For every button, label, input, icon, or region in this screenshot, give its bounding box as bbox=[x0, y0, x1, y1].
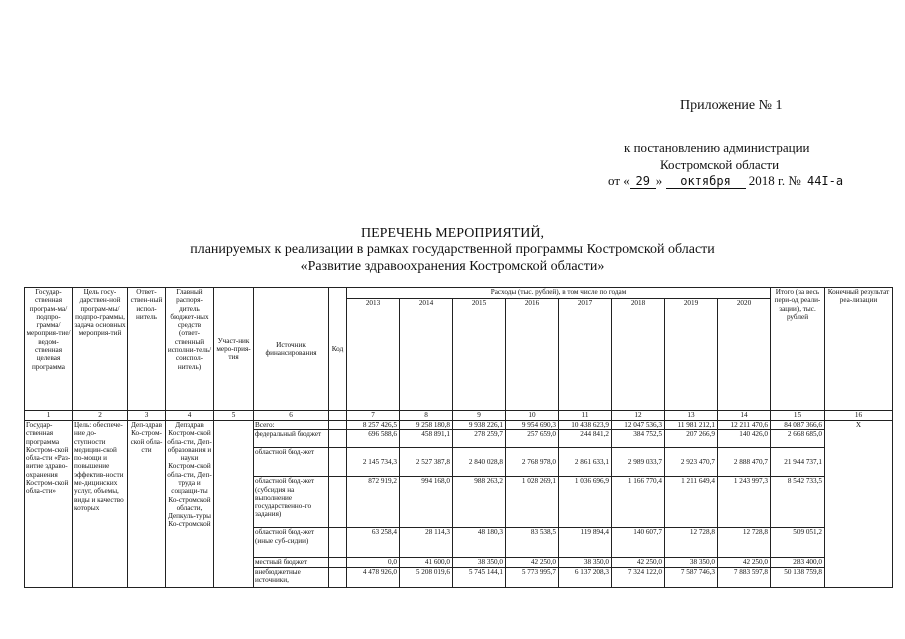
source-cell: федеральный бюджет bbox=[254, 430, 329, 448]
value-cell: 257 659,0 bbox=[506, 430, 559, 448]
value-cell: 4 478 926,0 bbox=[347, 567, 400, 587]
header-year: 2017 bbox=[559, 299, 612, 411]
value-cell: 8 257 426,5 bbox=[347, 421, 400, 430]
value-cell: 12 728,8 bbox=[665, 528, 718, 558]
value-cell: 10 438 623,9 bbox=[559, 421, 612, 430]
program-cell: Государ-ственная программа Костром-ской обла-сти «Раз-витие здраво-охранения Костром-ской обла-сти» bbox=[25, 421, 73, 588]
source-cell: Всего: bbox=[254, 421, 329, 430]
value-cell: 244 841,2 bbox=[559, 430, 612, 448]
value-cell: 7 587 746,3 bbox=[665, 567, 718, 587]
header-total: Итого (за весь пери-од реали-зации), тыс. рублей bbox=[771, 288, 825, 411]
value-cell: 2 145 734,3 bbox=[347, 448, 400, 477]
value-cell: 9 258 180,8 bbox=[400, 421, 453, 430]
result-cell: X bbox=[825, 421, 893, 588]
value-cell: 41 600,0 bbox=[400, 558, 453, 567]
header-goal: Цель госу-дарствен-ной програм-мы/ подпро-граммы, задача основных мероприя-тий bbox=[73, 288, 128, 411]
total-cell: 84 087 366,6 bbox=[771, 421, 825, 430]
source-cell: областной бюд-жет bbox=[254, 448, 329, 477]
date-day: 29 bbox=[630, 174, 656, 189]
value-cell: 2 989 033,7 bbox=[612, 448, 665, 477]
column-number: 12 bbox=[612, 411, 665, 421]
value-cell: 119 894,4 bbox=[559, 528, 612, 558]
value-cell: 2 527 387,8 bbox=[400, 448, 453, 477]
column-number: 16 bbox=[825, 411, 893, 421]
date-month: октября bbox=[666, 174, 746, 189]
total-cell: 283 400,0 bbox=[771, 558, 825, 567]
column-number: 4 bbox=[166, 411, 214, 421]
value-cell: 28 114,3 bbox=[400, 528, 453, 558]
value-cell: 2 923 470,7 bbox=[665, 448, 718, 477]
value-cell: 7 324 122,0 bbox=[612, 567, 665, 587]
document-title: ПЕРЕЧЕНЬ МЕРОПРИЯТИЙ, bbox=[361, 226, 544, 241]
code-cell bbox=[329, 448, 347, 477]
value-cell: 2 861 633,1 bbox=[559, 448, 612, 477]
executor-cell: Деп-здрав Ко-стром-ской обла-сти bbox=[128, 421, 166, 588]
header-manager: Главный распоря-дитель бюджет-ных средств (ответ-ственный исполни-тель/ соиспол-нитель) bbox=[166, 288, 214, 411]
value-cell: 63 258,4 bbox=[347, 528, 400, 558]
code-cell bbox=[329, 567, 347, 587]
goal-cell: Цель: обеспече-ние до-ступности медицин-ской по-мощи и повышение эффектив-ности ме-дицинских услуг, объемы, виды и качество которых bbox=[73, 421, 128, 588]
total-cell: 8 542 733,5 bbox=[771, 477, 825, 528]
header-year: 2014 bbox=[400, 299, 453, 411]
resolution-number: 44I-a bbox=[806, 174, 844, 188]
header-expenses: Расходы (тыс. рублей), в том числе по годам bbox=[347, 288, 771, 299]
header-year: 2013 bbox=[347, 299, 400, 411]
total-cell: 50 138 759,8 bbox=[771, 567, 825, 587]
header-participant: Участ-ник меро-прия-тия bbox=[214, 288, 254, 411]
header-year: 2018 bbox=[612, 299, 665, 411]
column-number-row bbox=[25, 411, 893, 421]
column-number: 2 bbox=[73, 411, 128, 421]
value-cell: 1 166 770,4 bbox=[612, 477, 665, 528]
value-cell: 38 350,0 bbox=[453, 558, 506, 567]
value-cell: 696 588,6 bbox=[347, 430, 400, 448]
value-cell: 42 250,0 bbox=[506, 558, 559, 567]
appendix-label: Приложение № 1 bbox=[680, 98, 783, 113]
value-cell: 207 266,9 bbox=[665, 430, 718, 448]
value-cell: 458 891,1 bbox=[400, 430, 453, 448]
value-cell: 5 208 019,6 bbox=[400, 567, 453, 587]
code-cell bbox=[329, 430, 347, 448]
column-number: 14 bbox=[718, 411, 771, 421]
column-number: 7 bbox=[347, 411, 400, 421]
resolution-line-1: к постановлению администрации bbox=[624, 140, 810, 155]
column-number: 10 bbox=[506, 411, 559, 421]
source-cell: местный бюджет bbox=[254, 558, 329, 567]
value-cell: 1 028 269,1 bbox=[506, 477, 559, 528]
value-cell: 1 036 696,9 bbox=[559, 477, 612, 528]
document-subtitle: планируемых к реализации в рамках государственной программы Костромской области bbox=[190, 242, 715, 257]
code-cell bbox=[329, 528, 347, 558]
column-number: 15 bbox=[771, 411, 825, 421]
value-cell: 83 538,5 bbox=[506, 528, 559, 558]
total-cell: 21 944 737,1 bbox=[771, 448, 825, 477]
date-prefix: от « bbox=[608, 173, 630, 188]
value-cell: 9 954 690,3 bbox=[506, 421, 559, 430]
value-cell: 42 250,0 bbox=[612, 558, 665, 567]
value-cell: 384 752,5 bbox=[612, 430, 665, 448]
value-cell: 9 938 226,1 bbox=[453, 421, 506, 430]
manager-cell: Депздрав Костром-ской обла-сти, Деп-образования и науки Костром-ской обла-сти, Деп-труда и соцзащи-ты Ко-стромской области, Депкуль-туры Ко-стромской bbox=[166, 421, 214, 588]
value-cell: 11 981 212,1 bbox=[665, 421, 718, 430]
value-cell: 988 263,2 bbox=[453, 477, 506, 528]
value-cell: 140 426,0 bbox=[718, 430, 771, 448]
column-number: 3 bbox=[128, 411, 166, 421]
value-cell: 38 350,0 bbox=[665, 558, 718, 567]
code-cell bbox=[329, 558, 347, 567]
column-number: 6 bbox=[254, 411, 329, 421]
value-cell: 12 728,8 bbox=[718, 528, 771, 558]
value-cell: 872 919,2 bbox=[347, 477, 400, 528]
header-executor: Ответ-ствен-ный испол-нитель bbox=[128, 288, 166, 411]
header-source: Источник финансирования bbox=[254, 288, 329, 411]
value-cell: 278 259,7 bbox=[453, 430, 506, 448]
source-cell: областной бюд-жет (иные суб-сидии) bbox=[254, 528, 329, 558]
value-cell: 42 250,0 bbox=[718, 558, 771, 567]
column-number: 8 bbox=[400, 411, 453, 421]
header-year: 2015 bbox=[453, 299, 506, 411]
header-year: 2016 bbox=[506, 299, 559, 411]
code-cell bbox=[329, 477, 347, 528]
column-number: 13 bbox=[665, 411, 718, 421]
table-row bbox=[25, 421, 893, 430]
value-cell: 994 168,0 bbox=[400, 477, 453, 528]
value-cell: 140 607,7 bbox=[612, 528, 665, 558]
date-quote: » bbox=[655, 173, 663, 188]
total-cell: 2 668 685,0 bbox=[771, 430, 825, 448]
date-year: 2018 г. № bbox=[748, 173, 801, 188]
header-result: Конечный результат реа-лизации bbox=[825, 288, 893, 411]
value-cell: 2 840 028,8 bbox=[453, 448, 506, 477]
total-cell: 509 051,2 bbox=[771, 528, 825, 558]
program-name: «Развитие здравоохранения Костромской области» bbox=[300, 259, 605, 274]
column-number: 11 bbox=[559, 411, 612, 421]
column-number: 1 bbox=[25, 411, 73, 421]
value-cell: 2 888 470,7 bbox=[718, 448, 771, 477]
header-year: 2020 bbox=[718, 299, 771, 411]
source-cell: внебюджетные источники, bbox=[254, 567, 329, 587]
column-number: 5 bbox=[214, 411, 254, 421]
column-number: 9 bbox=[453, 411, 506, 421]
value-cell: 0,0 bbox=[347, 558, 400, 567]
code-cell bbox=[329, 421, 347, 430]
participant-cell bbox=[214, 421, 254, 588]
header-program: Государ-ственная програм-ма/ подпро-грамма/ мероприя-тие/ ведом-ственная целевая программа bbox=[25, 288, 73, 411]
header-year: 2019 bbox=[665, 299, 718, 411]
activities-table bbox=[24, 287, 893, 588]
column-number-code bbox=[329, 411, 347, 421]
value-cell: 5 773 995,7 bbox=[506, 567, 559, 587]
value-cell: 1 211 649,4 bbox=[665, 477, 718, 528]
value-cell: 2 768 978,0 bbox=[506, 448, 559, 477]
value-cell: 38 350,0 bbox=[559, 558, 612, 567]
value-cell: 5 745 144,1 bbox=[453, 567, 506, 587]
value-cell: 1 243 997,3 bbox=[718, 477, 771, 528]
value-cell: 6 137 208,3 bbox=[559, 567, 612, 587]
value-cell: 12 047 536,3 bbox=[612, 421, 665, 430]
resolution-date-line bbox=[608, 173, 846, 189]
header-code: Код bbox=[329, 288, 347, 411]
resolution-line-2: Костромской области bbox=[660, 157, 780, 172]
value-cell: 7 883 597,8 bbox=[718, 567, 771, 587]
source-cell: областной бюд-жет (субсидия на выполнение государственно-го задания) bbox=[254, 477, 329, 528]
value-cell: 12 211 470,6 bbox=[718, 421, 771, 430]
value-cell: 48 180,3 bbox=[453, 528, 506, 558]
